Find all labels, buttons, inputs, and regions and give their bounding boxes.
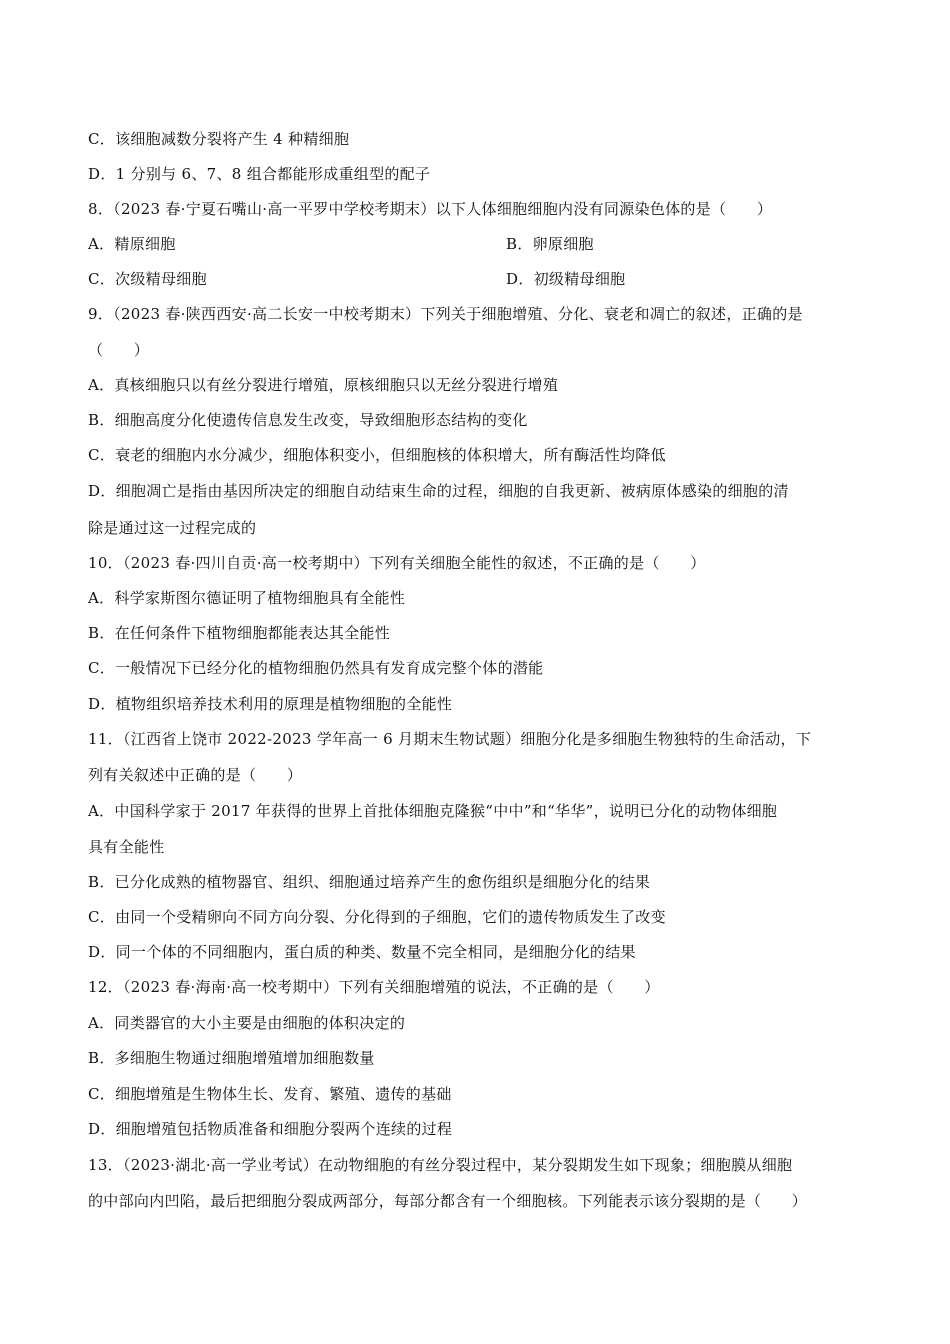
option-line: A．同类器官的大小主要是由细胞的体积决定的	[88, 1014, 406, 1032]
question-stem-continued: 列有关叙述中正确的是（ ）	[88, 766, 303, 784]
question-stem: 13．（2023·湖北·高一学业考试）在动物细胞的有丝分裂过程中，某分裂期发生如下现象；细胞膜从细胞	[88, 1156, 793, 1174]
question-stem: 11．（江西省上饶市 2022-2023 学年高一 6 月期末生物试题）细胞分化是多细胞生物独特的生命活动，下	[88, 730, 812, 748]
option-line: D．细胞增殖包括物质准备和细胞分裂两个连续的过程	[88, 1120, 453, 1138]
option-line: C．衰老的细胞内水分减少，细胞体积变小，但细胞核的体积增大，所有酶活性均降低	[88, 446, 666, 464]
option-line: C．由同一个受精卵向不同方向分裂、分化得到的子细胞，它们的遗传物质发生了改变	[88, 908, 666, 926]
option-line: B．多细胞生物通过细胞增殖增加细胞数量	[88, 1049, 375, 1067]
option-line: A．真核细胞只以有丝分裂进行增殖，原核细胞只以无丝分裂进行增殖	[88, 376, 559, 394]
option-line: C．该细胞减数分裂将产生 4 种精细胞	[88, 130, 350, 148]
option-line: C．一般情况下已经分化的植物细胞仍然具有发育成完整个体的潜能	[88, 659, 544, 677]
option-line: A．科学家斯图尔德证明了植物细胞具有全能性	[88, 589, 406, 607]
option-line: D．同一个体的不同细胞内，蛋白质的种类、数量不完全相同，是细胞分化的结果	[88, 943, 636, 961]
option-line: B．已分化成熟的植物器官、组织、细胞通过培养产生的愈伤组织是细胞分化的结果	[88, 873, 651, 891]
option-b: B．卵原细胞	[506, 235, 594, 253]
question-stem: 12．（2023 春·海南·高一校考期中）下列有关细胞增殖的说法，不正确的是（ ）	[88, 978, 660, 996]
option-line: D．1 分别与 6、7、8 组合都能形成重组型的配子	[88, 165, 431, 183]
question-stem: 10．（2023 春·四川自贡·高一校考期中）下列有关细胞全能性的叙述，不正确的是（ ）	[88, 554, 706, 572]
question-stem: 8．（2023 春·宁夏石嘴山·高一平罗中学校考期末）以下人体细胞细胞内没有同源染色体的是（ ）	[88, 200, 773, 218]
option-d: D．初级精母细胞	[506, 270, 626, 288]
option-c: C．次级精母细胞	[88, 270, 207, 288]
option-line-continued: 具有全能性	[88, 838, 165, 856]
option-row	[88, 269, 868, 289]
option-line: A．中国科学家于 2017 年获得的世界上首批体细胞克隆猴“中中”和“华华”，说明已分化的动物体细胞	[88, 802, 778, 820]
option-line: D．细胞凋亡是指由基因所决定的细胞自动结束生命的过程，细胞的自我更新、被病原体感染的细胞的清	[88, 482, 789, 500]
question-stem-continued: （ ）	[88, 341, 150, 359]
option-row	[88, 234, 868, 254]
question-stem: 9．（2023 春·陕西西安·高二长安一中校考期末）下列关于细胞增殖、分化、衰老和凋亡的叙述，正确的是	[88, 305, 803, 323]
option-line: B．细胞高度分化使遗传信息发生改变，导致细胞形态结构的变化	[88, 411, 528, 429]
option-line: D．植物组织培养技术利用的原理是植物细胞的全能性	[88, 695, 453, 713]
option-line: B．在任何条件下植物细胞都能表达其全能性	[88, 624, 391, 642]
question-stem-continued: 的中部向内凹陷，最后把细胞分裂成两部分，每部分都含有一个细胞核。下列能表示该分裂期的是（ ）	[88, 1192, 808, 1210]
option-line-continued: 除是通过这一过程完成的	[88, 519, 257, 537]
option-line: C．细胞增殖是生物体生长、发育、繁殖、遗传的基础	[88, 1085, 452, 1103]
option-a: A．精原细胞	[88, 235, 176, 253]
